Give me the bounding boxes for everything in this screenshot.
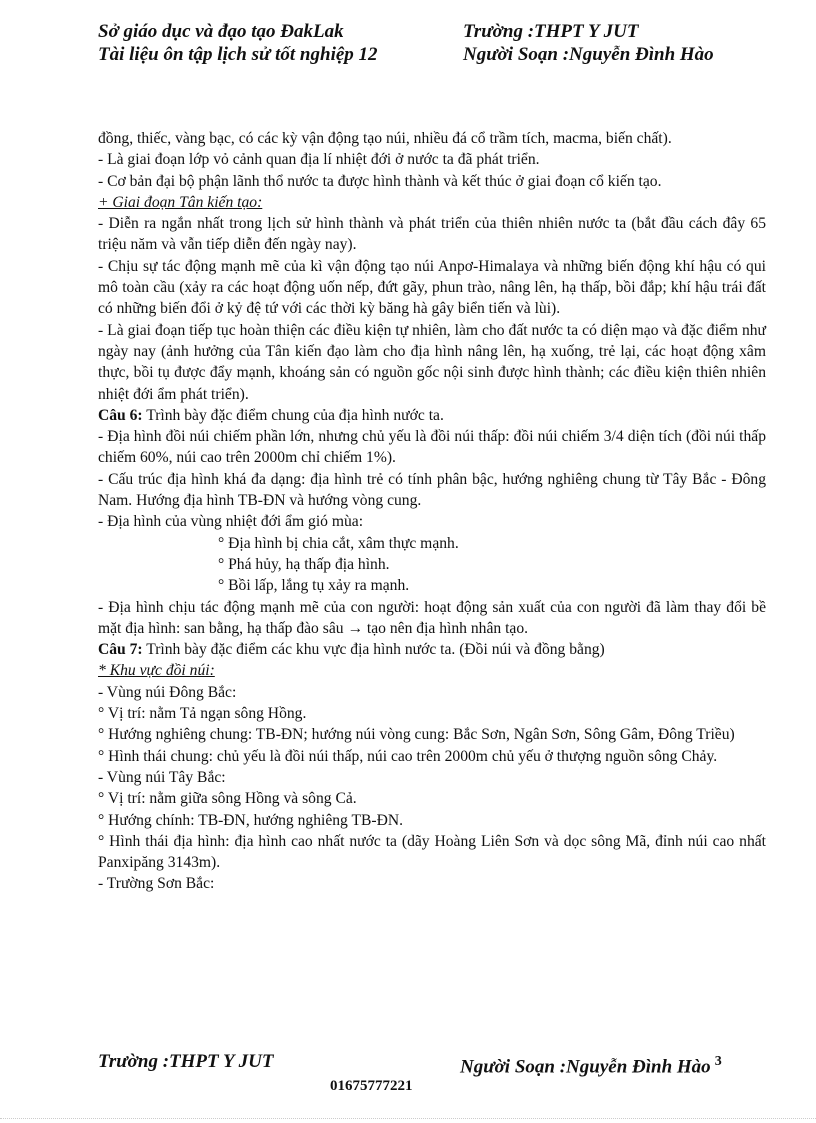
question-paragraph bbox=[98, 405, 766, 426]
question-label: Câu 6: bbox=[98, 406, 143, 424]
header-row-2 bbox=[98, 43, 776, 66]
body-paragraph: - Vùng núi Tây Bắc: bbox=[98, 768, 226, 786]
body-paragraph: - Địa hình đồi núi chiếm phần lớn, nhưng chủ yếu là đồi núi thấp: đồi núi chiếm 3/4 diện tích (đồi núi thấp chiếm 60%, núi cao trên 2000m chỉ chiếm 1%). bbox=[98, 428, 766, 467]
body-paragraph: - Cơ bản đại bộ phận lãnh thổ nước ta được hình thành và kết thúc ở giai đoạn cổ kiến tạo. bbox=[98, 172, 662, 190]
footer-school: Trường :THPT Y JUT bbox=[98, 1051, 274, 1072]
page-number: 3 bbox=[714, 1054, 722, 1069]
header-school: Trường :THPT Y JUT bbox=[463, 21, 639, 42]
body-paragraph: - Vùng núi Đông Bắc: bbox=[98, 683, 237, 701]
section-subheading: + Giai đoạn Tân kiến tạo: bbox=[98, 193, 263, 211]
body-paragraph: - Địa hình chịu tác động mạnh mẽ của con người: hoạt động sản xuất của con người đã làm thay đổi bề mặt địa hình: san bằng, hạ thấp đào sâu → tạo nên địa hình nhân tạo. bbox=[98, 598, 766, 637]
header-document-title: Tài liệu ôn tập lịch sử tốt nghiệp 12 bbox=[98, 44, 378, 65]
body-paragraph: ° Hình thái chung: chủ yếu là đồi núi thấp, núi cao trên 2000m chủ yếu ở thượng nguồn sông Chảy. bbox=[98, 747, 718, 765]
question-paragraph bbox=[98, 639, 766, 660]
section-subheading: * Khu vực đồi núi: bbox=[98, 662, 215, 680]
document-body bbox=[98, 128, 766, 895]
body-paragraph: - Cấu trúc địa hình khá đa dạng: địa hình trẻ có tính phân bậc, hướng nghiêng chung từ Tây Bắc - Đông Nam. Hướng địa hình TB-ĐN và hướng vòng cung. bbox=[98, 470, 766, 510]
body-paragraph: ° Vị trí: nằm Tả ngạn sông Hồng. bbox=[98, 705, 307, 723]
body-paragraph: - Là giai đoạn tiếp tục hoàn thiện các điều kiện tự nhiên, làm cho đất nước ta có diện mạo và đặc điểm như ngày nay (ảnh hưởng của Tân kiến đạo làm cho địa hình nâng lên, hạ xuống, trẻ lại, các hoạt động xâm thực, bồi tụ được đẩy mạnh, khoáng sản có nguồn gốc nội sinh được hình thành; các điều kiện thiên nhiên nhiệt đới ẩm phát triển). bbox=[98, 321, 766, 403]
body-paragraph: - Địa hình của vùng nhiệt đới ẩm gió mùa: bbox=[98, 513, 364, 531]
page-footer bbox=[98, 1050, 778, 1078]
footer-author-wrap bbox=[460, 1050, 722, 1079]
bullet-item: ° Phá hủy, hạ thấp địa hình. bbox=[218, 555, 390, 573]
bullet-item: ° Bồi lấp, lắng tụ xảy ra mạnh. bbox=[218, 577, 410, 595]
question-text: Trình bày đặc điểm các khu vực địa hình nước ta. (Đồi núi và đồng bằng) bbox=[142, 641, 605, 659]
footer-author: Người Soạn :Nguyễn Đình Hào bbox=[460, 1056, 711, 1078]
body-paragraph: - Là giai đoạn lớp vỏ cảnh quan địa lí nhiệt đới ở nước ta đã phát triển. bbox=[98, 151, 540, 169]
footer-phone: 01675777221 bbox=[330, 1078, 413, 1094]
bullet-item: ° Địa hình bị chia cắt, xâm thực mạnh. bbox=[218, 534, 459, 552]
body-paragraph: - Chịu sự tác động mạnh mẽ của kì vận động tạo núi Anpơ-Himalaya và những biến động khí hậu có qui mô toàn cầu (xảy ra các hoạt động uốn nếp, đứt gãy, phun trào, nâng lên, hạ thấp, bồi đắp; khí hậu trái đất có những biến đổi ở kỷ đệ tứ với các thời kỳ băng hà gây biển tiến và lùi). bbox=[98, 257, 766, 318]
body-paragraph: - Diễn ra ngắn nhất trong lịch sử hình thành và phát triển của thiên nhiên nước ta (bắt đầu cách đây 65 triệu năm và vẫn tiếp diễn đến ngày nay). bbox=[98, 215, 766, 254]
header-department: Sở giáo dục và đạo tạo ĐakLak bbox=[98, 21, 344, 42]
body-paragraph: ° Hình thái địa hình: địa hình cao nhất nước ta (dãy Hoàng Liên Sơn và dọc sông Mã, đỉnh núi cao nhất Panxipăng 3143m). bbox=[98, 832, 766, 872]
question-text: Trình bày đặc điểm chung của địa hình nước ta. bbox=[142, 406, 444, 424]
body-paragraph: - Trường Sơn Bắc: bbox=[98, 875, 215, 893]
body-paragraph: ° Hướng nghiêng chung: TB-ĐN; hướng núi vòng cung: Bắc Sơn, Ngân Sơn, Sông Gâm, Đông Triều) bbox=[98, 726, 735, 744]
page-header bbox=[98, 20, 776, 66]
question-label: Câu 7: bbox=[98, 641, 143, 659]
body-paragraph: đồng, thiếc, vàng bạc, có các kỳ vận động tạo núi, nhiều đá cổ trầm tích, macma, biến chất). bbox=[98, 130, 672, 147]
header-author: Người Soạn :Nguyễn Đình Hào bbox=[463, 44, 714, 65]
body-paragraph: ° Hướng chính: TB-ĐN, hướng nghiêng TB-ĐN. bbox=[98, 811, 403, 829]
header-row-1 bbox=[98, 20, 776, 43]
body-paragraph: ° Vị trí: nằm giữa sông Hồng và sông Cả. bbox=[98, 790, 357, 808]
page-edge-divider bbox=[0, 1118, 816, 1119]
